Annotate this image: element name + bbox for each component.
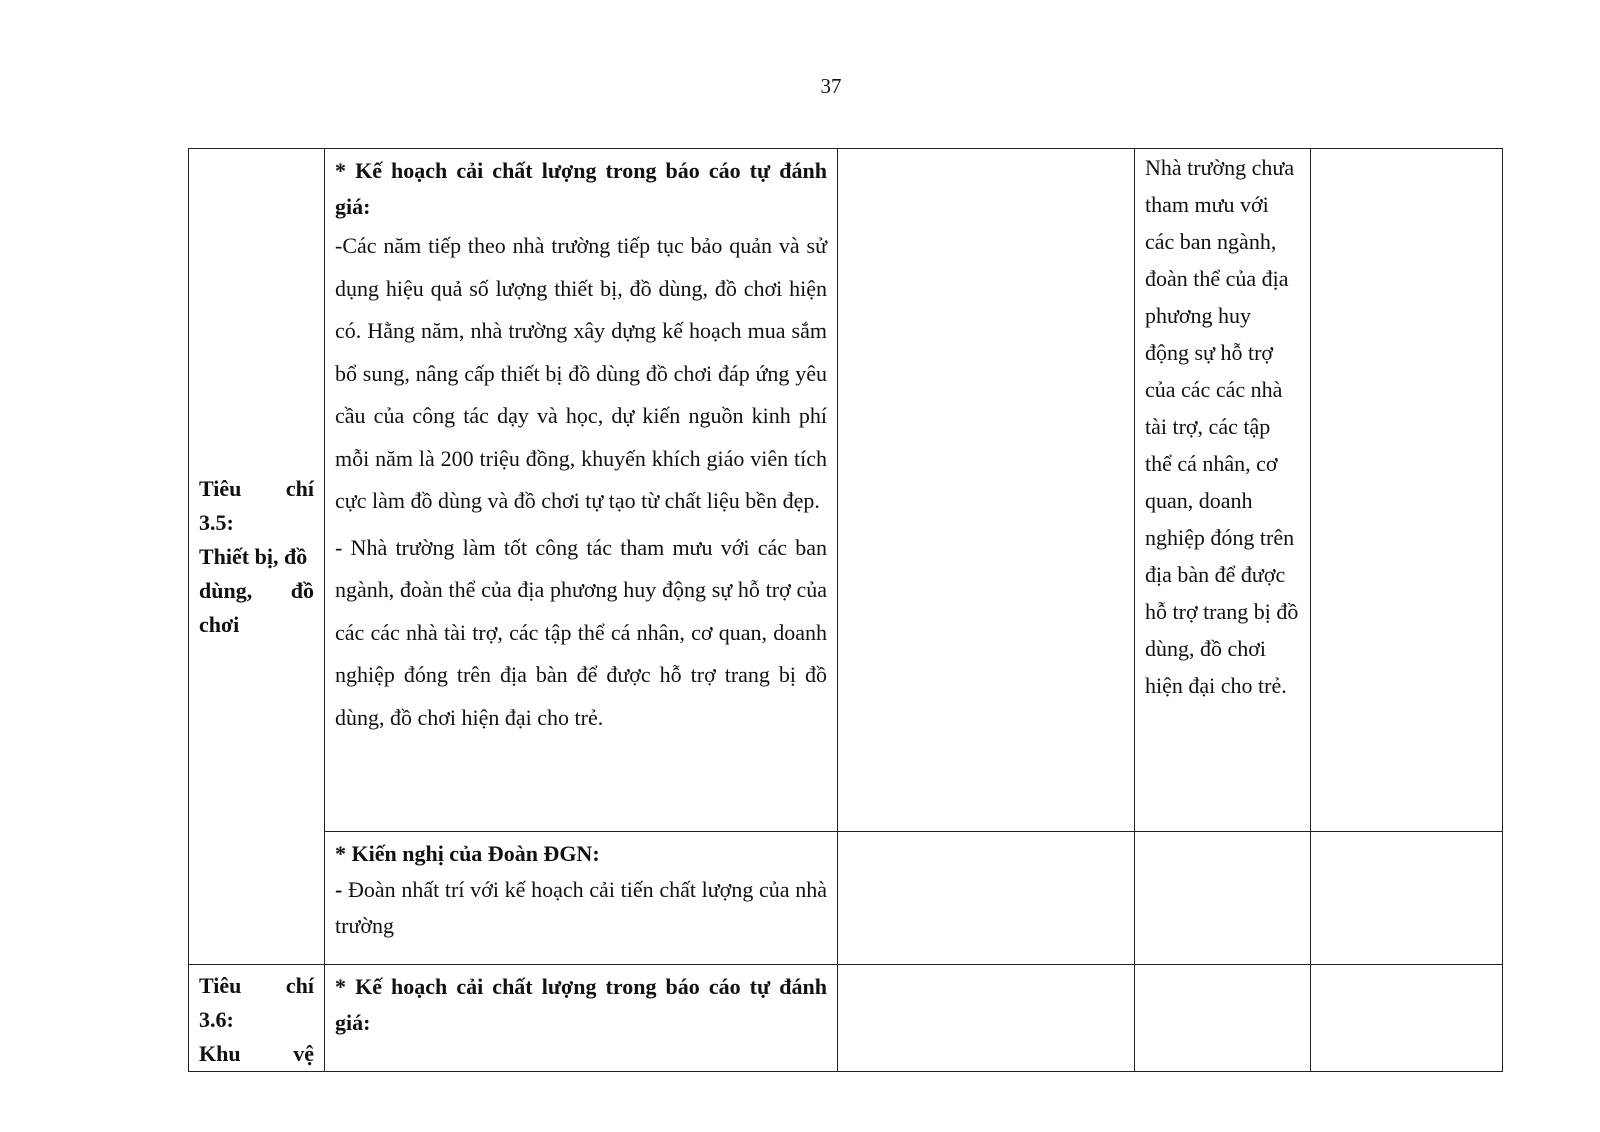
plan-header-3-6: * Kế hoạch cải chất lượng trong báo cáo tự đánh giá: xyxy=(335,974,827,1035)
empty-cell xyxy=(1311,965,1503,1072)
side-note-cell xyxy=(1135,149,1311,832)
recommendation-cell xyxy=(325,832,838,965)
plan-cell xyxy=(325,149,838,832)
table-row xyxy=(189,965,1503,1072)
side-note: Nhà trường chưa tham mưu với các ban ngành, đoàn thể của địa phương huy động sự hỗ trợ của các các nhà tài trợ, các tập thể cá nhân, cơ quan, doanh nghiệp đóng trên địa bàn để được hỗ trợ trang bị đồ dùng, đồ chơi hiện đại cho trẻ. xyxy=(1145,155,1299,698)
empty-cell xyxy=(838,965,1135,1072)
plan-paragraph-1: -Các năm tiếp theo nhà trường tiếp tục bảo quản và sử dụng hiệu quả số lượng thiết bị, đồ dùng, đồ chơi hiện có. Hằng năm, nhà trường xây dựng kế hoạch mua sắm bổ sung, nâng cấp thiết bị đồ dùng đồ chơi đáp ứng yêu cầu của công tác dạy và học, dự kiến nguồn kinh phí mỗi năm là 200 triệu đồng, khuyến khích giáo viên tích cực làm đồ dùng và đồ chơi tự tạo từ chất liệu bền đẹp. xyxy=(335,233,827,513)
table-row xyxy=(189,832,1503,965)
plan-paragraph-2: - Nhà trường làm tốt công tác tham mưu với các ban ngành, đoàn thể của địa phương huy động sự hỗ trợ của các các nhà tài trợ, các tập thể cá nhân, cơ quan, doanh nghiệp đóng trên địa bàn để được hỗ trợ trang bị đồ dùng, đồ chơi hiện đại cho trẻ. xyxy=(335,534,827,730)
criterion-3-6-label: Tiêu chí 3.6: Khu vệ xyxy=(199,973,314,1066)
evaluation-table xyxy=(188,148,1503,1072)
plan-header: * Kế hoạch cải chất lượng trong báo cáo tự đánh giá: xyxy=(335,158,827,219)
empty-cell xyxy=(1135,965,1311,1072)
table-row xyxy=(189,149,1503,832)
plan-cell-3-6 xyxy=(325,965,838,1072)
empty-cell xyxy=(838,832,1135,965)
criterion-3-5-label: Tiêu chí 3.5: Thiết bị, đồ dùng, đồ chơi xyxy=(199,475,314,637)
criterion-3-5-cell xyxy=(189,149,325,965)
recommendation-text: - Đoàn nhất trí với kế hoạch cải tiến chất lượng của nhà trường xyxy=(335,877,827,938)
empty-cell xyxy=(1311,149,1503,832)
page-number: 37 xyxy=(820,74,842,98)
empty-cell xyxy=(1135,832,1311,965)
criterion-3-6-cell xyxy=(189,965,325,1072)
recommendation-header: * Kiến nghị của Đoàn ĐGN: xyxy=(335,841,600,866)
empty-cell xyxy=(1311,832,1503,965)
empty-cell xyxy=(838,149,1135,832)
